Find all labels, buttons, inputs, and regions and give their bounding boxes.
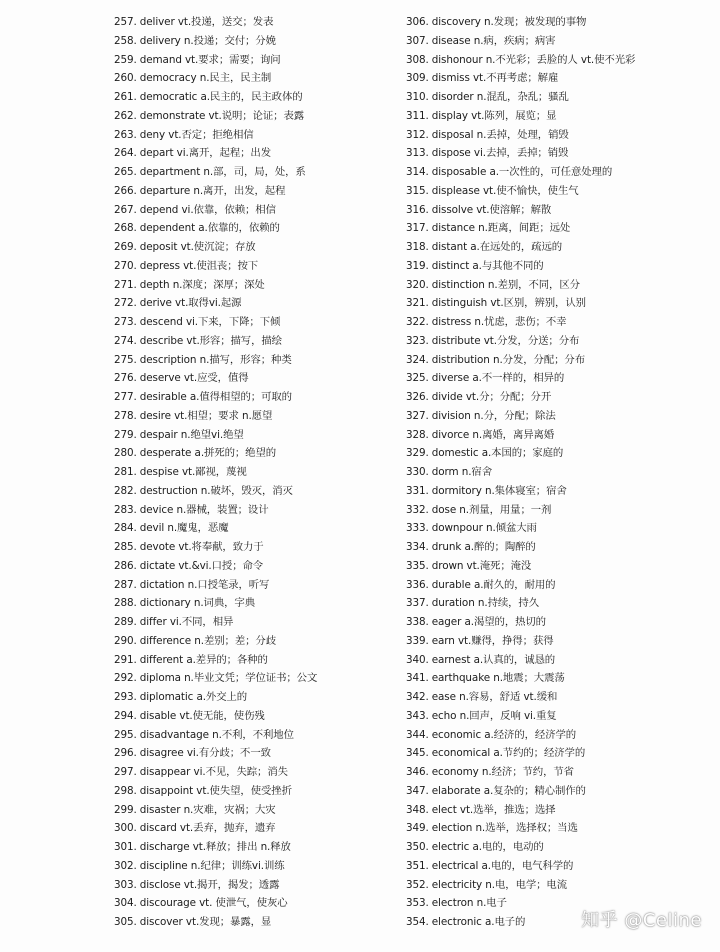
vocab-entry (114, 388, 414, 407)
entry-text: disorder n.混乱，杂乱；骚乱 (431, 91, 569, 103)
vocab-entry (114, 669, 414, 688)
entry-text: discard vt.丢弃，抛弃，遗弃 (139, 822, 276, 835)
entry-number: 322. (406, 316, 429, 328)
entry-text: divorce n.离婚，离异离婚 (431, 428, 555, 441)
entry-text: discovery n.发现；被发现的事物 (431, 16, 587, 28)
entry-number: 316. (406, 203, 429, 216)
entry-number: 258. (114, 34, 137, 47)
entry-text: eager a.渴望的，热切的 (431, 616, 546, 628)
vocab-entry (406, 69, 706, 88)
entry-text: ease n.容易，舒适 vt.缓和 (431, 691, 558, 703)
vocab-entry (406, 576, 706, 595)
entry-text: dormitory n.集体寝室；宿舍 (431, 484, 567, 497)
vocab-entry (114, 819, 414, 838)
vocab-entry (114, 126, 414, 145)
entry-text: devil n.魔鬼，恶魔 (139, 522, 229, 535)
entry-number: 312. (406, 128, 429, 141)
entry-text: economical a.节约的；经济学的 (431, 747, 586, 760)
watermark: 知乎 @Celine (581, 910, 702, 931)
entry-text: dictionary n.词典，字典 (139, 597, 255, 610)
vocab-entry (114, 238, 414, 257)
entry-text: demand vt.要求；需要；询问 (139, 53, 281, 66)
entry-number: 261. (114, 91, 137, 103)
entry-number: 266. (114, 184, 137, 197)
vocab-entry (114, 744, 414, 763)
entry-text: discipline n.纪律；训练vi.训练 (139, 859, 285, 872)
vocab-entry (114, 763, 414, 782)
entry-number: 274. (114, 334, 137, 347)
entry-text: disease n.病，疾病；病害 (431, 34, 556, 47)
entry-text: descend vi.下来，下降；下倾 (139, 316, 281, 328)
entry-number: 278. (114, 409, 137, 422)
vocab-entry (114, 257, 414, 276)
vocab-entry (114, 913, 414, 932)
vocab-entry (406, 51, 706, 70)
entry-number: 349. (406, 822, 429, 835)
entry-number: 318. (406, 241, 429, 253)
vocab-entry (406, 857, 706, 876)
vocab-entry (114, 594, 414, 613)
vocab-entry (114, 444, 414, 463)
entry-number: 317. (406, 222, 429, 235)
entry-number: 295. (114, 728, 137, 741)
entry-text: distant a.在远处的，疏远的 (431, 241, 563, 253)
entry-text: electricity n.电，电学；电流 (431, 878, 568, 891)
vocab-entry (114, 219, 414, 238)
vocab-entry (406, 688, 706, 707)
entry-number: 275. (114, 353, 137, 366)
vocab-entry (406, 613, 706, 632)
entry-text: disappoint vt.使失望，使受挫折 (139, 784, 292, 797)
entry-text: deposit vt.使沉淀；存放 (139, 241, 256, 253)
entry-number: 304. (114, 897, 137, 910)
entry-number: 327. (406, 409, 429, 422)
vocab-entry (114, 182, 414, 201)
vocab-entry (114, 501, 414, 520)
vocab-entry (114, 69, 414, 88)
entry-text: dissolve vt.使溶解；解散 (431, 203, 552, 216)
entry-text: department n.部，司，局，处，系 (139, 166, 306, 178)
vocab-entry (114, 13, 414, 32)
entry-number: 348. (406, 803, 429, 816)
entry-text: durable a.耐久的，耐用的 (431, 578, 556, 591)
entry-text: desire vt.相望；要求 n.愿望 (139, 409, 273, 422)
entry-number: 285. (114, 541, 137, 553)
entry-number: 292. (114, 672, 137, 685)
vocab-entry (406, 276, 706, 295)
entry-number: 270. (114, 259, 137, 272)
entry-text: dismiss vt.不再考虑；解雇 (431, 72, 559, 85)
entry-number: 303. (114, 878, 137, 891)
entry-text: electron n.电子 (431, 897, 507, 910)
entry-number: 350. (406, 841, 429, 853)
entry-text: diplomatic a.外交上的 (139, 691, 248, 703)
vocab-entry (114, 332, 414, 351)
entry-number: 263. (114, 128, 137, 141)
entry-number: 289. (114, 616, 137, 628)
vocab-entry (114, 688, 414, 707)
vocab-entry (406, 32, 706, 51)
vocab-entry (114, 538, 414, 557)
entry-number: 338. (406, 616, 429, 628)
vocab-entry (406, 201, 706, 220)
entry-text: distribute vt.分发，分送；分布 (431, 334, 580, 347)
entry-number: 320. (406, 278, 429, 291)
entry-number: 334. (406, 541, 429, 553)
entry-number: 333. (406, 522, 429, 535)
entry-text: desirable a.值得相望的；可取的 (139, 391, 292, 403)
entry-text: derive vt.取得vi.起源 (139, 297, 242, 310)
vocab-entry (114, 276, 414, 295)
entry-text: electronic a.电子的 (431, 916, 526, 928)
vocab-entry (114, 351, 414, 370)
entry-number: 352. (406, 878, 429, 891)
vocab-entry (406, 707, 706, 726)
entry-number: 315. (406, 184, 429, 197)
entry-text: disagree vi.有分歧；不一致 (139, 747, 271, 760)
vocab-entry (114, 857, 414, 876)
entry-text: duration n.持续，持久 (431, 597, 540, 610)
entry-number: 259. (114, 53, 137, 66)
vocab-entry (406, 388, 706, 407)
entry-text: dictation n.口授笔录，听写 (139, 578, 270, 591)
entry-text: disposable a.一次性的，可任意处理的 (431, 166, 613, 178)
entry-text: despise vt.鄙视，蔑视 (139, 466, 247, 478)
entry-text: departure n.离开，出发，起程 (139, 184, 286, 197)
vocab-entry (406, 651, 706, 670)
vocab-entry (406, 182, 706, 201)
entry-number: 332. (406, 503, 429, 516)
vocab-entry (406, 538, 706, 557)
entry-number: 288. (114, 597, 137, 610)
entry-number: 284. (114, 522, 137, 535)
vocab-entry (114, 313, 414, 332)
entry-number: 353. (406, 897, 429, 910)
entry-number: 307. (406, 34, 429, 47)
vocab-entry (406, 257, 706, 276)
entry-text: echo n.回声，反响 vi.重复 (431, 709, 557, 722)
entry-number: 328. (406, 428, 429, 441)
vocab-entry (114, 632, 414, 651)
entry-text: earthquake n.地震；大震荡 (431, 672, 565, 685)
entry-number: 279. (114, 428, 137, 441)
entry-number: 347. (406, 784, 429, 797)
vocab-entry (114, 482, 414, 501)
entry-text: distinct a.与其他不同的 (431, 259, 544, 272)
vocab-entry (406, 876, 706, 895)
entry-number: 260. (114, 72, 137, 85)
entry-text: elect vt.选举，推选；选择 (431, 803, 556, 816)
entry-number: 325. (406, 372, 429, 385)
vocab-entry (406, 107, 706, 126)
entry-number: 277. (114, 391, 137, 403)
entry-number: 283. (114, 503, 137, 516)
entry-number: 305. (114, 916, 137, 928)
entry-text: earn vt.赚得，挣得；获得 (431, 634, 554, 647)
entry-text: electric a.电的，电动的 (431, 841, 544, 853)
entry-number: 344. (406, 728, 429, 741)
entry-text: demonstrate vt.说明；论证；表露 (139, 109, 305, 122)
entry-number: 271. (114, 278, 137, 291)
entry-text: discourage vt. 使泄气，使灰心 (139, 897, 288, 910)
vocab-entry (114, 144, 414, 163)
entry-number: 299. (114, 803, 137, 816)
entry-number: 267. (114, 203, 137, 216)
entry-text: dispose vi.去掉，丢掉；销毁 (431, 147, 569, 160)
entry-text: delivery n.投递；交付；分娩 (139, 34, 276, 47)
entry-number: 306. (406, 16, 429, 28)
vocab-entry (114, 613, 414, 632)
vocab-entry (114, 369, 414, 388)
vocab-entry (406, 557, 706, 576)
vocab-entry (114, 782, 414, 801)
entry-number: 329. (406, 447, 429, 460)
entry-text: economy n.经济；节约，节省 (431, 766, 574, 778)
entry-number: 309. (406, 72, 429, 85)
entry-text: destruction n.破坏，毁灭，消灭 (139, 484, 293, 497)
entry-number: 281. (114, 466, 137, 478)
entry-text: disaster n.灾难，灾祸；大灾 (139, 803, 276, 816)
vocab-entry (406, 238, 706, 257)
entry-text: disclose vt.揭开，揭发；透露 (139, 878, 280, 891)
entry-text: distinction n.差别，不同，区分 (431, 278, 580, 291)
entry-number: 265. (114, 166, 137, 178)
entry-number: 311. (406, 109, 429, 122)
entry-number: 341. (406, 672, 429, 685)
entry-text: describe vt.形容；描写，描绘 (139, 334, 282, 347)
vocab-entry (406, 126, 706, 145)
entry-number: 351. (406, 859, 429, 872)
entry-number: 313. (406, 147, 429, 160)
entry-number: 301. (114, 841, 137, 853)
entry-text: disappear vi.不见，失踪；消失 (139, 766, 288, 778)
entry-number: 343. (406, 709, 429, 722)
entry-text: discover vt.发现；暴露，显 (139, 916, 272, 928)
entry-text: dictate vt.&vi.口授；命令 (139, 559, 264, 572)
vocab-entry (406, 426, 706, 445)
entry-text: economic a.经济的，经济学的 (431, 728, 577, 741)
entry-number: 298. (114, 784, 137, 797)
vocab-entry (114, 557, 414, 576)
vocab-entry (406, 482, 706, 501)
vocab-entry (114, 707, 414, 726)
entry-number: 272. (114, 297, 137, 310)
vocab-entry (114, 426, 414, 445)
entry-text: domestic a.本国的；家庭的 (431, 447, 564, 460)
entry-number: 262. (114, 109, 137, 122)
vocab-entry (406, 838, 706, 857)
entry-number: 331. (406, 484, 429, 497)
entry-text: earnest a.认真的，诚恳的 (431, 653, 556, 666)
entry-number: 346. (406, 766, 429, 778)
vocab-entry (406, 463, 706, 482)
entry-text: distinguish vt.区别，辨别，认别 (431, 297, 586, 310)
entry-text: divide vt.分；分配；分开 (431, 391, 552, 403)
vocab-entry (406, 13, 706, 32)
entry-number: 326. (406, 391, 429, 403)
entry-text: distress n.忧虑，悲伤；不幸 (431, 316, 567, 328)
entry-text: deny vt.否定；拒绝相信 (139, 128, 254, 141)
entry-text: distance n.距离，间距；远处 (431, 222, 571, 235)
entry-text: depart vi.离开，起程；出发 (139, 147, 272, 160)
vocab-entry (114, 201, 414, 220)
vocab-entry (114, 519, 414, 538)
vocab-entry (406, 782, 706, 801)
entry-number: 319. (406, 259, 429, 272)
entry-number: 257. (114, 16, 137, 28)
entry-number: 310. (406, 91, 429, 103)
entry-number: 286. (114, 559, 137, 572)
entry-text: depress vt.使沮丧；按下 (139, 259, 259, 272)
entry-text: desperate a.拼死的；绝望的 (139, 447, 277, 460)
vocab-entry (406, 669, 706, 688)
vocab-entry (406, 726, 706, 745)
vocab-entry (406, 369, 706, 388)
vocab-entry (406, 444, 706, 463)
entry-text: depend vi.依靠，依赖；相信 (139, 203, 276, 216)
vocab-entry (406, 763, 706, 782)
entry-number: 290. (114, 634, 137, 647)
entry-text: disadvantage n.不利，不利地位 (139, 728, 294, 741)
entry-text: drown vt.淹死；淹没 (431, 559, 532, 572)
vocab-entry (406, 801, 706, 820)
entry-text: deliver vt.投递，送交；发表 (139, 16, 274, 28)
entry-number: 308. (406, 53, 429, 66)
entry-text: device n.器械，装置；设计 (139, 503, 269, 516)
entry-number: 287. (114, 578, 137, 591)
entry-text: different a.差异的；各种的 (139, 653, 268, 666)
vocab-entry (406, 819, 706, 838)
entry-number: 276. (114, 372, 137, 385)
vocab-entry (114, 463, 414, 482)
entry-text: dishonour n.不光彩；丢脸的人 vt.使不光彩 (431, 53, 636, 66)
vocab-entry (406, 519, 706, 538)
entry-number: 335. (406, 559, 429, 572)
vocab-entry (114, 876, 414, 895)
entry-text: disable vt.使无能，使伤残 (139, 709, 265, 722)
vocab-entry (406, 351, 706, 370)
vocab-entry (114, 894, 414, 913)
entry-text: displease vt.使不愉快，使生气 (431, 184, 579, 197)
entry-number: 302. (114, 859, 137, 872)
entry-text: discharge vt.释放；排出 n.释放 (139, 841, 291, 853)
entry-text: deserve vt.应受，值得 (139, 372, 249, 385)
entry-number: 342. (406, 691, 429, 703)
entry-text: downpour n.倾盆大雨 (431, 522, 537, 535)
entry-number: 314. (406, 166, 429, 178)
vocab-entry (114, 726, 414, 745)
vocab-entry (114, 651, 414, 670)
entry-text: dorm n.宿舍 (431, 466, 492, 478)
vocab-entry (406, 501, 706, 520)
entry-text: diploma n.毕业文凭；学位证书；公文 (139, 672, 318, 685)
entry-number: 354. (406, 916, 429, 928)
vocab-entry (406, 594, 706, 613)
entry-text: despair n.绝望vi.绝望 (139, 428, 244, 441)
entry-text: diverse a.不一样的，相异的 (431, 372, 565, 385)
entry-number: 323. (406, 334, 429, 347)
right-word-column (406, 13, 706, 932)
entry-number: 296. (114, 747, 137, 760)
vocab-entry (114, 163, 414, 182)
entry-number: 345. (406, 747, 429, 760)
vocab-entry (114, 576, 414, 595)
vocab-entry (114, 88, 414, 107)
entry-text: elaborate a.复杂的；精心制作的 (431, 784, 586, 797)
vocab-entry (114, 407, 414, 426)
entry-text: division n.分，分配；除法 (431, 409, 556, 422)
vocab-entry (406, 744, 706, 763)
entry-number: 324. (406, 353, 429, 366)
vocab-entry (406, 332, 706, 351)
entry-text: disposal n.丢掉，处理，销毁 (431, 128, 569, 141)
entry-number: 264. (114, 147, 137, 160)
entry-number: 339. (406, 634, 429, 647)
vocab-entry (406, 407, 706, 426)
entry-number: 273. (114, 316, 137, 328)
vocab-entry (114, 801, 414, 820)
vocab-entry (406, 88, 706, 107)
entry-number: 330. (406, 466, 429, 478)
entry-number: 336. (406, 578, 429, 591)
vocab-entry (406, 294, 706, 313)
vocab-entry (406, 163, 706, 182)
vocab-entry (114, 294, 414, 313)
vocab-entry (406, 313, 706, 332)
entry-text: description n.描写，形容；种类 (139, 353, 292, 366)
entry-number: 293. (114, 691, 137, 703)
entry-text: drunk a.醉的；陶醉的 (431, 541, 536, 553)
entry-number: 321. (406, 297, 429, 310)
vocab-entry (114, 51, 414, 70)
vocab-entry (406, 219, 706, 238)
entry-text: electrical a.电的，电气科学的 (431, 859, 574, 872)
vocab-entry (114, 32, 414, 51)
entry-number: 269. (114, 241, 137, 253)
entry-number: 280. (114, 447, 137, 460)
entry-number: 337. (406, 597, 429, 610)
entry-number: 340. (406, 653, 429, 666)
entry-text: differ vi.不同，相异 (139, 616, 234, 628)
vocab-entry (406, 632, 706, 651)
vocab-entry (114, 107, 414, 126)
entry-text: devote vt.将奉献，致力于 (139, 541, 264, 553)
left-word-column (114, 13, 414, 932)
entry-number: 294. (114, 709, 137, 722)
vocab-entry (406, 144, 706, 163)
entry-number: 282. (114, 484, 137, 497)
entry-text: distribution n.分发，分配；分布 (431, 353, 585, 366)
entry-text: dose n.剂量，用量；一剂 (431, 503, 552, 516)
entry-number: 291. (114, 653, 137, 666)
entry-text: democracy n.民主，民主制 (139, 72, 272, 85)
entry-text: depth n.深度；深厚；深处 (139, 278, 265, 291)
entry-number: 300. (114, 822, 137, 835)
vocab-entry (114, 838, 414, 857)
entry-text: display vt.陈列，展览；显 (431, 109, 557, 122)
entry-text: dependent a.依靠的，依赖的 (139, 222, 280, 235)
entry-text: democratic a.民主的，民主政体的 (139, 91, 303, 103)
entry-text: difference n.差别；差；分歧 (139, 634, 276, 647)
entry-number: 297. (114, 766, 137, 778)
entry-number: 268. (114, 222, 137, 235)
entry-text: election n.选举，选择权；当选 (431, 822, 578, 835)
